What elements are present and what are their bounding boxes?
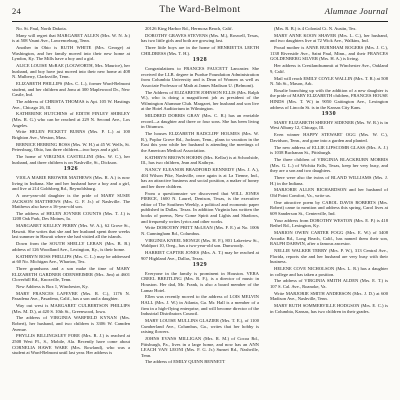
note-paragraph: From a questionnaire we discovered that WILL JONES PIERCE, 1600 N. Laurel, Denison, Texas, is the executive editor of The Southern Weekly, a political and economic paper published in Dallas. Texas. In addition Virginia has written the books of poems, New Come Spirit and Lights and Shadows, and frequently writes lyrics and other works. (141, 190, 259, 224)
note-paragraph: NANCY ELEANOR BRADFORD KENNEDY (Mrs. J. A.), 404 Wilson Pike, Nashville, once again is at La Tienne, Ind., has an attractive business and social position, a maker of honey and her three children. (141, 166, 259, 189)
note-paragraph: Down from the SOUTH SHELLY LEBAN (Mrs. B. B.) address of 126 Woodland Ave., Lexington, Ky., is their home. (12, 241, 130, 252)
note-paragraph: MARJORIE ALLEN RICHARDSON and her husband of Old Point Comfort, Va., write us. (270, 187, 388, 198)
class-year-heading: 1928 (192, 57, 208, 64)
note-paragraph: The Address of ELIZABETH JOHNSON ELLIS (Mrs. Ralph W.), who is doing a magnificent job as president of the Wilmington Alumnae Club. Margaret, her husband and son live at the Hotel Auditorium in Wilmington. (141, 89, 259, 112)
column-3 (270, 26, 388, 396)
note-paragraph: Another in Ohio is RUTH WHITE (Mrs. George) at Washington, and her family moved into their new home at Lyndon, Ky. The Mills have a boy and a girl. (12, 45, 130, 62)
note-paragraph: KATHRYN ROSS PHILLIPS (Mrs. C. L.) may be addressed at 60 No. Michigan Ave., Wharton, Tex. (12, 253, 130, 265)
note-paragraph: HELENE COVE NICHOLSON (Mrs. L. R.) has a daughter in college and has taken a position. (270, 265, 388, 277)
note-paragraph: MARY LOUISE MULLINS GLAZIER (Mrs. T. E.), of 1100 Cumberland Ave., Columbus, Ga., writes that her hobby is raising flowers. (141, 317, 259, 335)
note-paragraph: (Mrs. R. B.) is 4 Colonial Ct. N. Austin, Tex. (274, 26, 357, 31)
note-paragraph: Write MARJORIE SMITH ANDERSON (Mrs. J. D.) at 600 Madison Ave., Nashville, Tenn. (270, 290, 388, 302)
note-paragraph: KATHERINE HUTCHINS of EDITH FINLEY SHIRLEY (Mrs. R. G.) who can be reached at 229 N. Second Ave., Los Angeles. (12, 111, 130, 128)
page-number: 24 (12, 6, 22, 16)
note-paragraph: VIRGINIA KNEEL MONGE (Mrs. H. F.), 801 Lakeview St., Waldport 10, Oreg., has a two-year-old son. Dunwoody. (141, 237, 259, 249)
note-paragraph: ELIZABETH PHILLIPS (Mrs. C. L.), former Ward-Belmont student, and her children and Jonu at 300 Maplewood Dr., New Castle, Ind. (12, 81, 130, 98)
note-paragraph: New Address is Box 1, Winchester, Ky. (16, 283, 89, 289)
note-paragraph: Congratulations to FRANCES FAUCETT Lancaster. She received the LLB. degree in Purdue Foundation Administration from Columbia University and is Dean of Women as well as Associate Professor of Math at James Madison U. (Belmont). (141, 65, 259, 88)
note-paragraph: Mail will reach EMILY COYLE WALLIN (Mrs. T. R.) at 508 N. 5th St., Mason, Ark. (270, 75, 388, 87)
note-paragraph: Three grandsons and a son make the time of MARY ELIZABETH GARDNER ODENHEIMER (Mrs. Jim) at 4601 Cloverhill Rd., Knoxville, Tenn. (12, 265, 130, 283)
class-year-heading: 1929 (192, 262, 208, 269)
note-paragraph: MARY ELIZABETH SHEEHY SIDENER (Mrs. W. R.) is in West Albany 12, Chicago, Ill. (270, 119, 388, 131)
note-paragraph: MILDRED DORRIS GRAY (Mrs. C. R.) has an enviable record—a daughter and three or four sons. She has been living in Ottumwa. (141, 113, 259, 130)
column-1 (12, 26, 130, 396)
note-paragraph: The address of HELEN JOYNER COUNTS (Mrs. T. J.) is 1208 Oak Park, Des Moines, Ia. (12, 210, 130, 222)
note-paragraph: One attractive poem by CAROL DAVIS ROBERTS (Mrs. Robert) came to mention and address this spring, Carol lives at 609 Sanderson St., Centerville, Ind. (270, 199, 388, 216)
note-paragraph: Proud mother is ANNE BURNHAM ROGERS (Mrs. J. C.), 1138 Riverside Ave., Saint Paul, Minn., and their FRANCES GOLDENBERG SILVER (Mrs. H. A.) is living. (270, 45, 388, 62)
header-rule (12, 21, 388, 22)
note-paragraph: BERNICE HERRING ROSS (Mrs. W. H.) at 45 W. Wells, St. Petersburg, Ohio, has three children—two boys and a girl. (12, 141, 130, 153)
note-paragraph: The new address of ELLIE LIPSCOMB GLASS (Mrs. A. J.) is 1038 Buchanan St., Pittsburgh. (270, 144, 388, 156)
running-header (12, 6, 388, 20)
note-paragraph: MARY FRANCES LAFEVRE (Mrs. R. C.), 1176 N. Pasadena Ave., Pasadena, Calif., has a son and a daughter. (12, 290, 130, 302)
column-2 (141, 26, 259, 396)
note-paragraph: The address of EMILY QUINN BENNETT (145, 359, 226, 365)
class-year-heading: 1926 (63, 166, 79, 173)
note-paragraph: The houses ELIZABETH RADCLIFF HOLMES (Mrs. W. R.), Poplar Grove Rd., Jackson, Tenn., plans to vacation in the East this year while her husband is attending the meetings of the American Medical Association. (141, 131, 259, 153)
note-paragraph: Your address from DOROTHY WESTON (Mrs. E. P.) is 418 Bethel Rd., Lexington, Ky. (270, 217, 388, 229)
note-paragraph: 20126 King Harbor Rd., Hermosa Beach, Calif. (145, 26, 233, 31)
note-paragraph: The three children of VIRGINIA BLACKBURN MORRIS (Mrs. G. L.) of Wichita Falls, Texas, keep her very busy, and they are a son and two daughters. (270, 156, 388, 174)
note-paragraph: JOHNS EVANS MILLIGAN (Mrs. R. M.) of Cocoa Rd., Pittsburgh, Pa., lives in a large home, and now has an ANN LEACH VAN LEONI (Mrs. F. G. Jr.) Sunset Rd., Nashville, Tenn. (141, 335, 259, 358)
note-paragraph: Ellen was recently moved to the address of LOIS MELVIN HALL (Mrs. J. W.) in Atlanta, Ga. Mr. Hall is a member of a firm in a high-flying enterprise, and will become director of the Industrial Distributors Council. (141, 294, 259, 317)
note-paragraph: The address of VIRGINIA WARFIELD KYNAN (Mrs. Robert), her husband, and two children is 3306 W. Camden Avenue. (12, 315, 130, 332)
note-paragraph: A one-year-old daughter is the pride of MARY SUSIE JACKSON MATTHEWS (Mrs. G. F. Jr.) of Nashville. The Matthews also have a 16-year-old son. (12, 192, 130, 210)
note-paragraph: Way out west is MARGARET CULBERTSON PHILLIPS (Mrs. M. D.), at 420 S. 10th St., Greenwood, Iowa. (12, 303, 130, 314)
publication-title: The Ward-Belmont (159, 5, 241, 15)
note-paragraph: PHYLLIS BILLINGSLEY FORE (Mrs. R. J.) is reached at 2508 West Pl., S., Mobile, Ala. Recently have come about CORNELIA HAWE WARE (Mrs. Rowland), who was a student at Ward-Belmont until last year. Her address is (12, 333, 130, 356)
note-paragraph: Three little boys are in the home of HENRIETTA LEETH CHILDRESS (Mrs. T. H.). (141, 45, 259, 56)
note-paragraph: MARY RUTH SOMMERVILLE HODGSON (Mrs. E. C.) is in Columbia, Kansas, has two children in their grades. (270, 303, 388, 314)
note-paragraph: HARRIET CAPTER JONES (Mrs. A. T.) may be reached at 907 Highland Ave., Dallas, Texas. (141, 250, 259, 261)
note-paragraph: ALICE LOUISE McRAE (LOGWORTH, Mrs. Maurice), her husband, and boy have just moved into their new home at 408 N. Mulberry, Clarksville, Tenn. (12, 63, 130, 80)
note-paragraph: NELLIE WALKER TERRY (Mrs. P. W.), 313 Central Ave., Florida, reports she and her husband are very busy with their business. (270, 248, 388, 265)
note-paragraph: Write DOROTHY PRITT McLEAN (Mrs. F. E.) at No. 1006 N. Cunningham Rd., Columbus. (141, 225, 259, 236)
note-paragraph: The home of VIRGINIA CASTELLINI (Mrs. W. C.), her husband, and three children is on Nashville, St., Dickson. (12, 154, 130, 165)
note-paragraph: Many will regret that MARGARET ALLEN (Mrs. W. N. Jr.) is at 508 Vaunt Ave., Lawrenceburg, Tenn. (12, 32, 130, 44)
note-paragraph: KATHRYN BROWN HOEHN (Mrs. Kellar) is at Schoolside, Ill., has two children, Jean and Kathryn. (141, 154, 259, 166)
note-paragraph: VIOLA MARIE BROWER MATHEWS (Mrs. R. A.) is now living in Indiana. She and her husband have a boy and a girl, and live at 214 Goldsberg Rd., Reynoldsburg. (12, 174, 130, 192)
note-paragraph: Her address is Crestlandsummit at Winchester Ave., Oakland 9, Calif. (270, 63, 388, 74)
note-paragraph: The address of VIRGINIA SMITH ALDEN (Mrs. E. T.) is 107 S. Cal. Ave., Roanoke, Va. (270, 278, 388, 289)
note-paragraph: Everyone in the family is prominent in Houston. VERA CREEL BREITLING (Mrs. R. F.), is a director of music in Houston. Her dad, Mr. Frank, is also a board member of the Lamar Hotel. (141, 270, 259, 293)
note-paragraph: The address of CHRISTA THOMAS is Apt. 105 W. Hastings Ave., Chicago 26, Ill. (12, 99, 130, 110)
note-paragraph: DOROTHY GRAVES STEVENS (Mrs. M.), Roswell, Texas, has two little girls and both are growing fast. (141, 32, 259, 44)
note-paragraph: MARY ANNE KOON SHAVER (Mrs. L. C.), her husband, and two daughters live at 72 Wick Ave., Walkins, Ind. (270, 32, 388, 44)
note-paragraph: Even winner HAPPY STEWART OGG (Mrs. W. C.), Davidson, Tenn., and gone into a garden and planted. (270, 132, 388, 143)
note-paragraph: MARGARET KELLEY PERRY (Mrs. W. A.), 62 Grove St., Hawaii. She writes that she and her husband spent three weeks last summer in Hawaii where she had visited all the islands. (12, 223, 130, 240)
note-paragraph: Rosalie branching up with the addition of a new daughter is the pride of MARY ELIZABETH children, FRANCES HOUSE HINDS (Mrs. T. W.) in 9050 Gaitington Ave., Lexington address of Lincoln St. is in the Kansas City Kans. (270, 87, 388, 110)
class-year-heading: 1930 (321, 111, 337, 118)
note-paragraph: Write HELEN PICKETT BURNS (Mrs. P. L.) at 100 Brighton Ave., Weston, Mass. (12, 129, 130, 140)
journal-name: Alumnae Journal (324, 6, 388, 16)
note-paragraph: No. St. Paul, North Dakota. (16, 26, 67, 31)
note-paragraph: There were also the twins of BLAND WILLIAMS (Mrs. J. H.) in the Indiana. (270, 174, 388, 186)
note-paragraph: MARION OWEN CARTER FOGG (Mrs. E. W.) of 3408 Arcadia Rd., Long Beach, Calif., has named them their son, RALPH DARWIN, after a famous ancestor. (270, 230, 388, 247)
